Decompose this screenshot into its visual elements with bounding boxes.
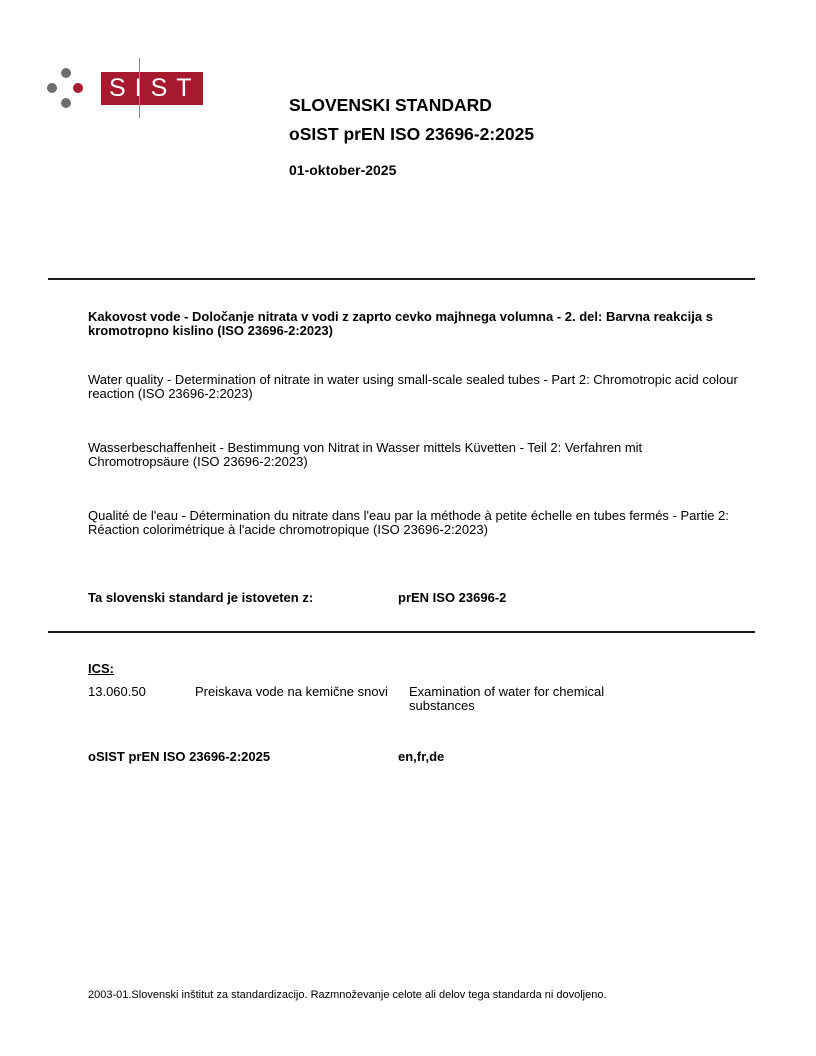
logo-dot-bottom-icon	[61, 98, 71, 108]
identical-value: prEN ISO 23696-2	[398, 590, 507, 605]
copyright-footer: 2003-01.Slovenski inštitut za standardizacijo. Razmnoževanje celote ali delov tega standarda ni dovoljeno.	[88, 989, 607, 1001]
standard-type-title: SLOVENSKI STANDARD	[289, 95, 492, 115]
logo-dot-top-icon	[61, 68, 71, 78]
top-divider	[48, 278, 755, 280]
ics-code: 13.060.50	[88, 684, 146, 699]
logo-dot-right-icon	[73, 83, 83, 93]
ics-description-en: Examination of water for chemical substances	[409, 684, 605, 713]
title-slovenian: Kakovost vode - Določanje nitrata v vodi z zaprto cevko majhnega volumna - 2. del: Barvna reakcija s kromotropno kislino (ISO 23696-2:2023)	[88, 309, 713, 338]
publication-date: 01-oktober-2025	[289, 162, 397, 178]
logo-dot-left-icon	[47, 83, 57, 93]
title-german: Wasserbeschaffenheit - Bestimmung von Nitrat in Wasser mittels Küvetten - Teil 2: Verfahren mit Chromotropsäure (ISO 23696-2:2023)	[88, 440, 643, 469]
ics-description-sl: Preiskava vode na kemične snovi	[195, 684, 388, 699]
bottom-divider	[48, 631, 755, 633]
ics-label: ICS:	[88, 661, 114, 676]
summary-code: oSIST prEN ISO 23696-2:2025	[88, 749, 271, 764]
title-french: Qualité de l'eau - Détermination du nitrate dans l'eau par la méthode à petite échelle en tubes fermés - Partie 2: Réaction colorimétrique à l'acide chromotropique (ISO 23696-2:2023)	[88, 508, 729, 537]
logo-text: SIST	[109, 74, 201, 102]
summary-languages: en,fr,de	[398, 749, 445, 764]
identical-label: Ta slovenski standard je istoveten z:	[88, 590, 314, 605]
logo-wordmark	[101, 72, 203, 105]
title-english: Water quality - Determination of nitrate in water using small-scale sealed tubes - Part 2: Chromotropic acid colour reaction (ISO 23696-2:2023)	[88, 372, 738, 401]
standard-code-title: oSIST prEN ISO 23696-2:2025	[289, 124, 535, 144]
